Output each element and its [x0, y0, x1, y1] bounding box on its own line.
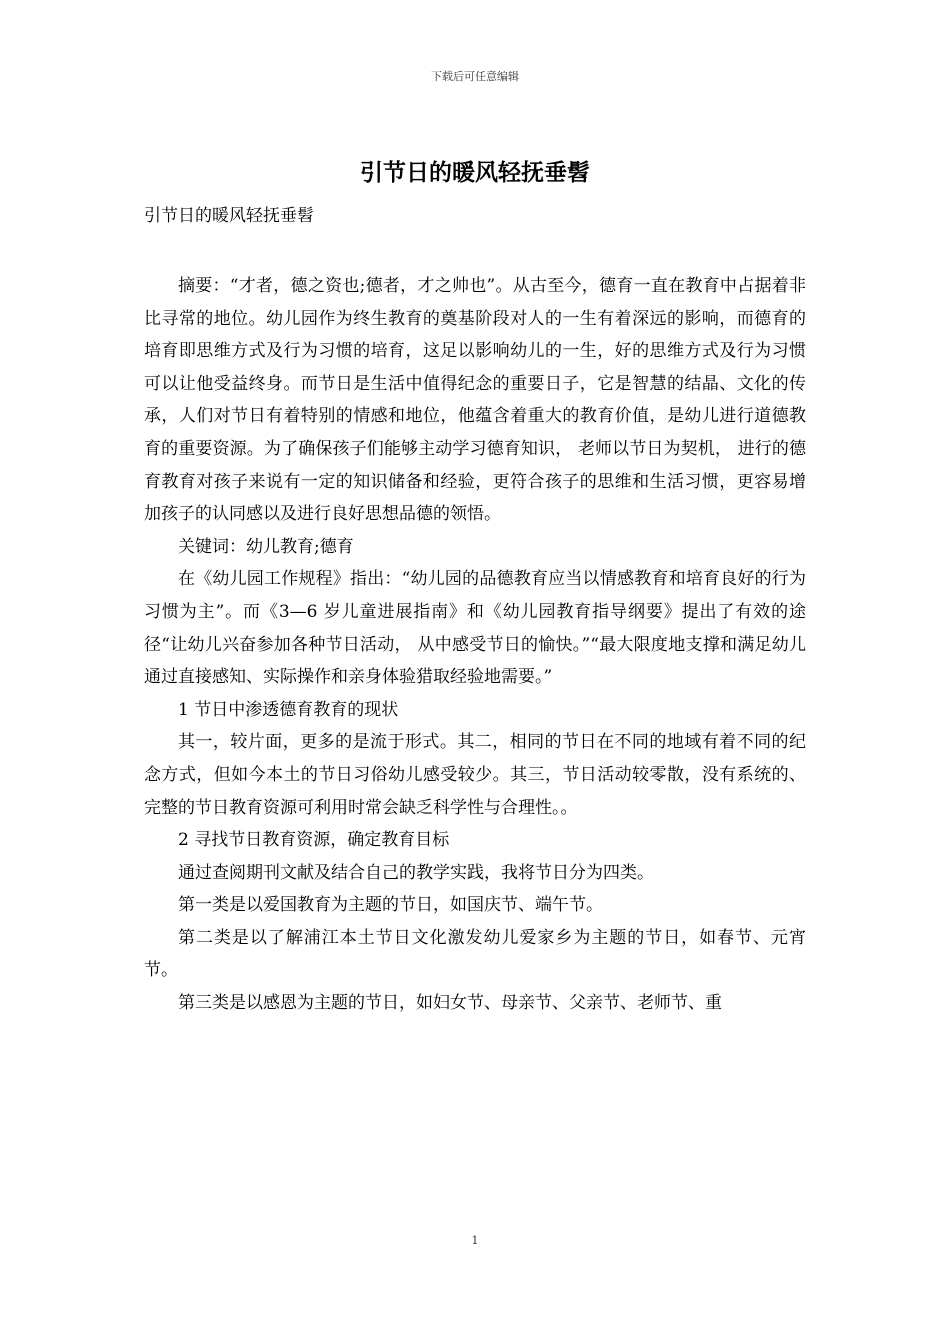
category-1-paragraph: 第一类是以爱国教育为主题的节日，如国庆节、端午节。: [178, 895, 603, 916]
intro-paragraph: 在《幼儿园工作规程》指出：“幼儿园的品德教育应当以情感教育和培育良好的行为习惯为主”。而《3—6 岁儿童进展指南》和《幼儿园教育指导纲要》提出了有效的途径“让幼儿兴奋参加各种节日活动， 从中感受节日的愉快。”“最大限度地支撑和满足幼儿通过直接感知、实际操作和亲身体验猎取经验地需要。”: [144, 569, 806, 688]
document-subtitle: 引节日的暖风轻抚垂髫: [144, 206, 314, 226]
keywords-paragraph: 关键词：幼儿教育;德育: [178, 536, 354, 557]
section-heading-2: 2 寻找节日教育资源，确定教育目标: [178, 830, 450, 851]
section-2-paragraph: 通过查阅期刊文献及结合自己的教学实践，我将节日分为四类。: [178, 862, 654, 883]
abstract-paragraph: 摘要：“才者，德之资也;德者，才之帅也”。从古至今，德育一直在教育中占据着非比寻常的地位。幼儿园作为终生教育的奠基阶段对人的一生有着深远的影响，而德育的培育即思维方式及行为习惯的培育，这足以影响幼儿的一生，好的思维方式及行为习惯可以让他受益终身。而节日是生活中值得纪念的重要日子，它是智慧的结晶、文化的传承，人们对节日有着特别的情感和地位，他蕴含着重大的教育价值，是幼儿进行道德教育的重要资源。为了确保孩子们能够主动学习德育知识， 老师以节日为契机， 进行的德育教育对孩子来说有一定的知识储备和经验，更符合孩子的思维和生活习惯，更容易增加孩子的认同感以及进行良好思想品德的领悟。: [144, 276, 806, 525]
document-title: 引节日的暖风轻抚垂髫: [360, 159, 590, 186]
section-heading-1: 1 节日中渗透德育教育的现状: [178, 699, 399, 720]
page-number: 1: [471, 1234, 479, 1247]
document-body: [144, 270, 806, 1020]
section-1-paragraph: 其一，较片面，更多的是流于形式。其二，相同的节日在不同的地域有着不同的纪念方式，但如今本土的节日习俗幼儿感受较少。其三，节日活动较零散，没有系统的、完整的节日教育资源可利用时常会缺乏科学性与合理性。。: [144, 732, 806, 818]
page-header: 下载后可任意编辑: [431, 70, 519, 83]
category-2-paragraph: 第二类是以了解浦江本土节日文化激发幼儿爱家乡为主题的节日，如春节、元宵节。: [144, 927, 806, 981]
category-3-paragraph: 第三类是以感恩为主题的节日，如妇女节、母亲节、父亲节、老师节、重: [178, 993, 722, 1014]
